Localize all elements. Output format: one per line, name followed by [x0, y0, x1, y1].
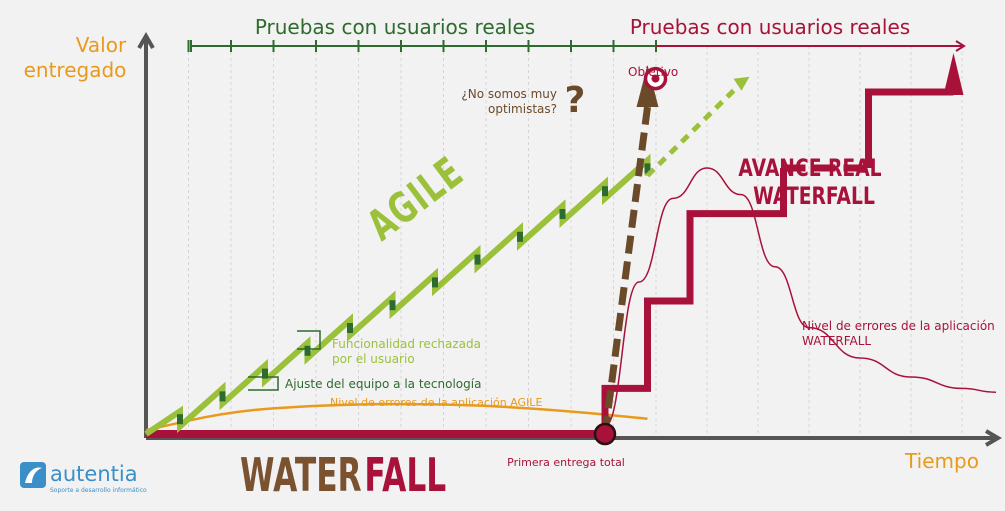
agile-adjust-mark-5 [390, 300, 396, 310]
agile-adjust-mark-9 [560, 209, 566, 219]
logo-tagline: Soporte a desarrollo informático [50, 487, 147, 494]
waterfall-word [240, 449, 446, 503]
top-timeline [189, 40, 965, 52]
agile-adjust-mark-1 [220, 391, 226, 401]
agile-errors-label: Nivel de errores de la aplicación AGILE [330, 396, 543, 409]
first-delivery-label: Primera entrega total [507, 456, 625, 469]
top-label-waterfall: Pruebas con usuarios reales [629, 15, 911, 39]
waterfall-word-part1: WATER [239, 448, 362, 503]
real-progress-line1: AVANCE REAL [738, 154, 882, 183]
y-axis-label-line2: entregado [23, 58, 127, 82]
agile-adjust-mark-0 [177, 414, 183, 424]
agile-adjust-mark-4 [347, 323, 353, 333]
autentia-logo [20, 462, 147, 494]
waterfall-errors-line1: Nivel de errores de la aplicación [802, 319, 995, 333]
question-line2: optimistas? [488, 102, 557, 116]
question-mark: ? [564, 80, 586, 121]
agile-adjust-mark-7 [475, 255, 481, 265]
agile-projection-line [648, 83, 742, 176]
agile-adjust-mark-8 [517, 232, 523, 242]
rejected-line1: Funcionalidad rechazada [332, 337, 481, 351]
objective-label: Objetivo [628, 65, 679, 79]
rejected-line2: por el usuario [332, 352, 415, 366]
x-axis-label: Tiempo [905, 449, 979, 473]
first-delivery-marker [595, 424, 615, 444]
adjust-label: Ajuste del equipo a la tecnología [285, 377, 482, 391]
agile-projection-arrowhead [734, 77, 750, 91]
real-progress-line2: WATERFALL [753, 182, 875, 211]
agile-label: AGILE [357, 146, 473, 251]
agile-adjust-mark-3 [305, 346, 311, 356]
top-label-agile: Pruebas con usuarios reales [254, 15, 536, 39]
y-axis-label-line1: Valor [75, 33, 127, 57]
agile-adjust-mark-10 [602, 186, 608, 196]
waterfall-real-arrowhead [944, 53, 964, 95]
waterfall-errors-line2: WATERFALL [802, 334, 872, 348]
waterfall-word-part2: FALL [364, 448, 447, 503]
logo-name: autentia [50, 462, 138, 486]
question-line1: ¿No somos muy [461, 87, 557, 101]
agile-adjust-mark-6 [432, 277, 438, 287]
